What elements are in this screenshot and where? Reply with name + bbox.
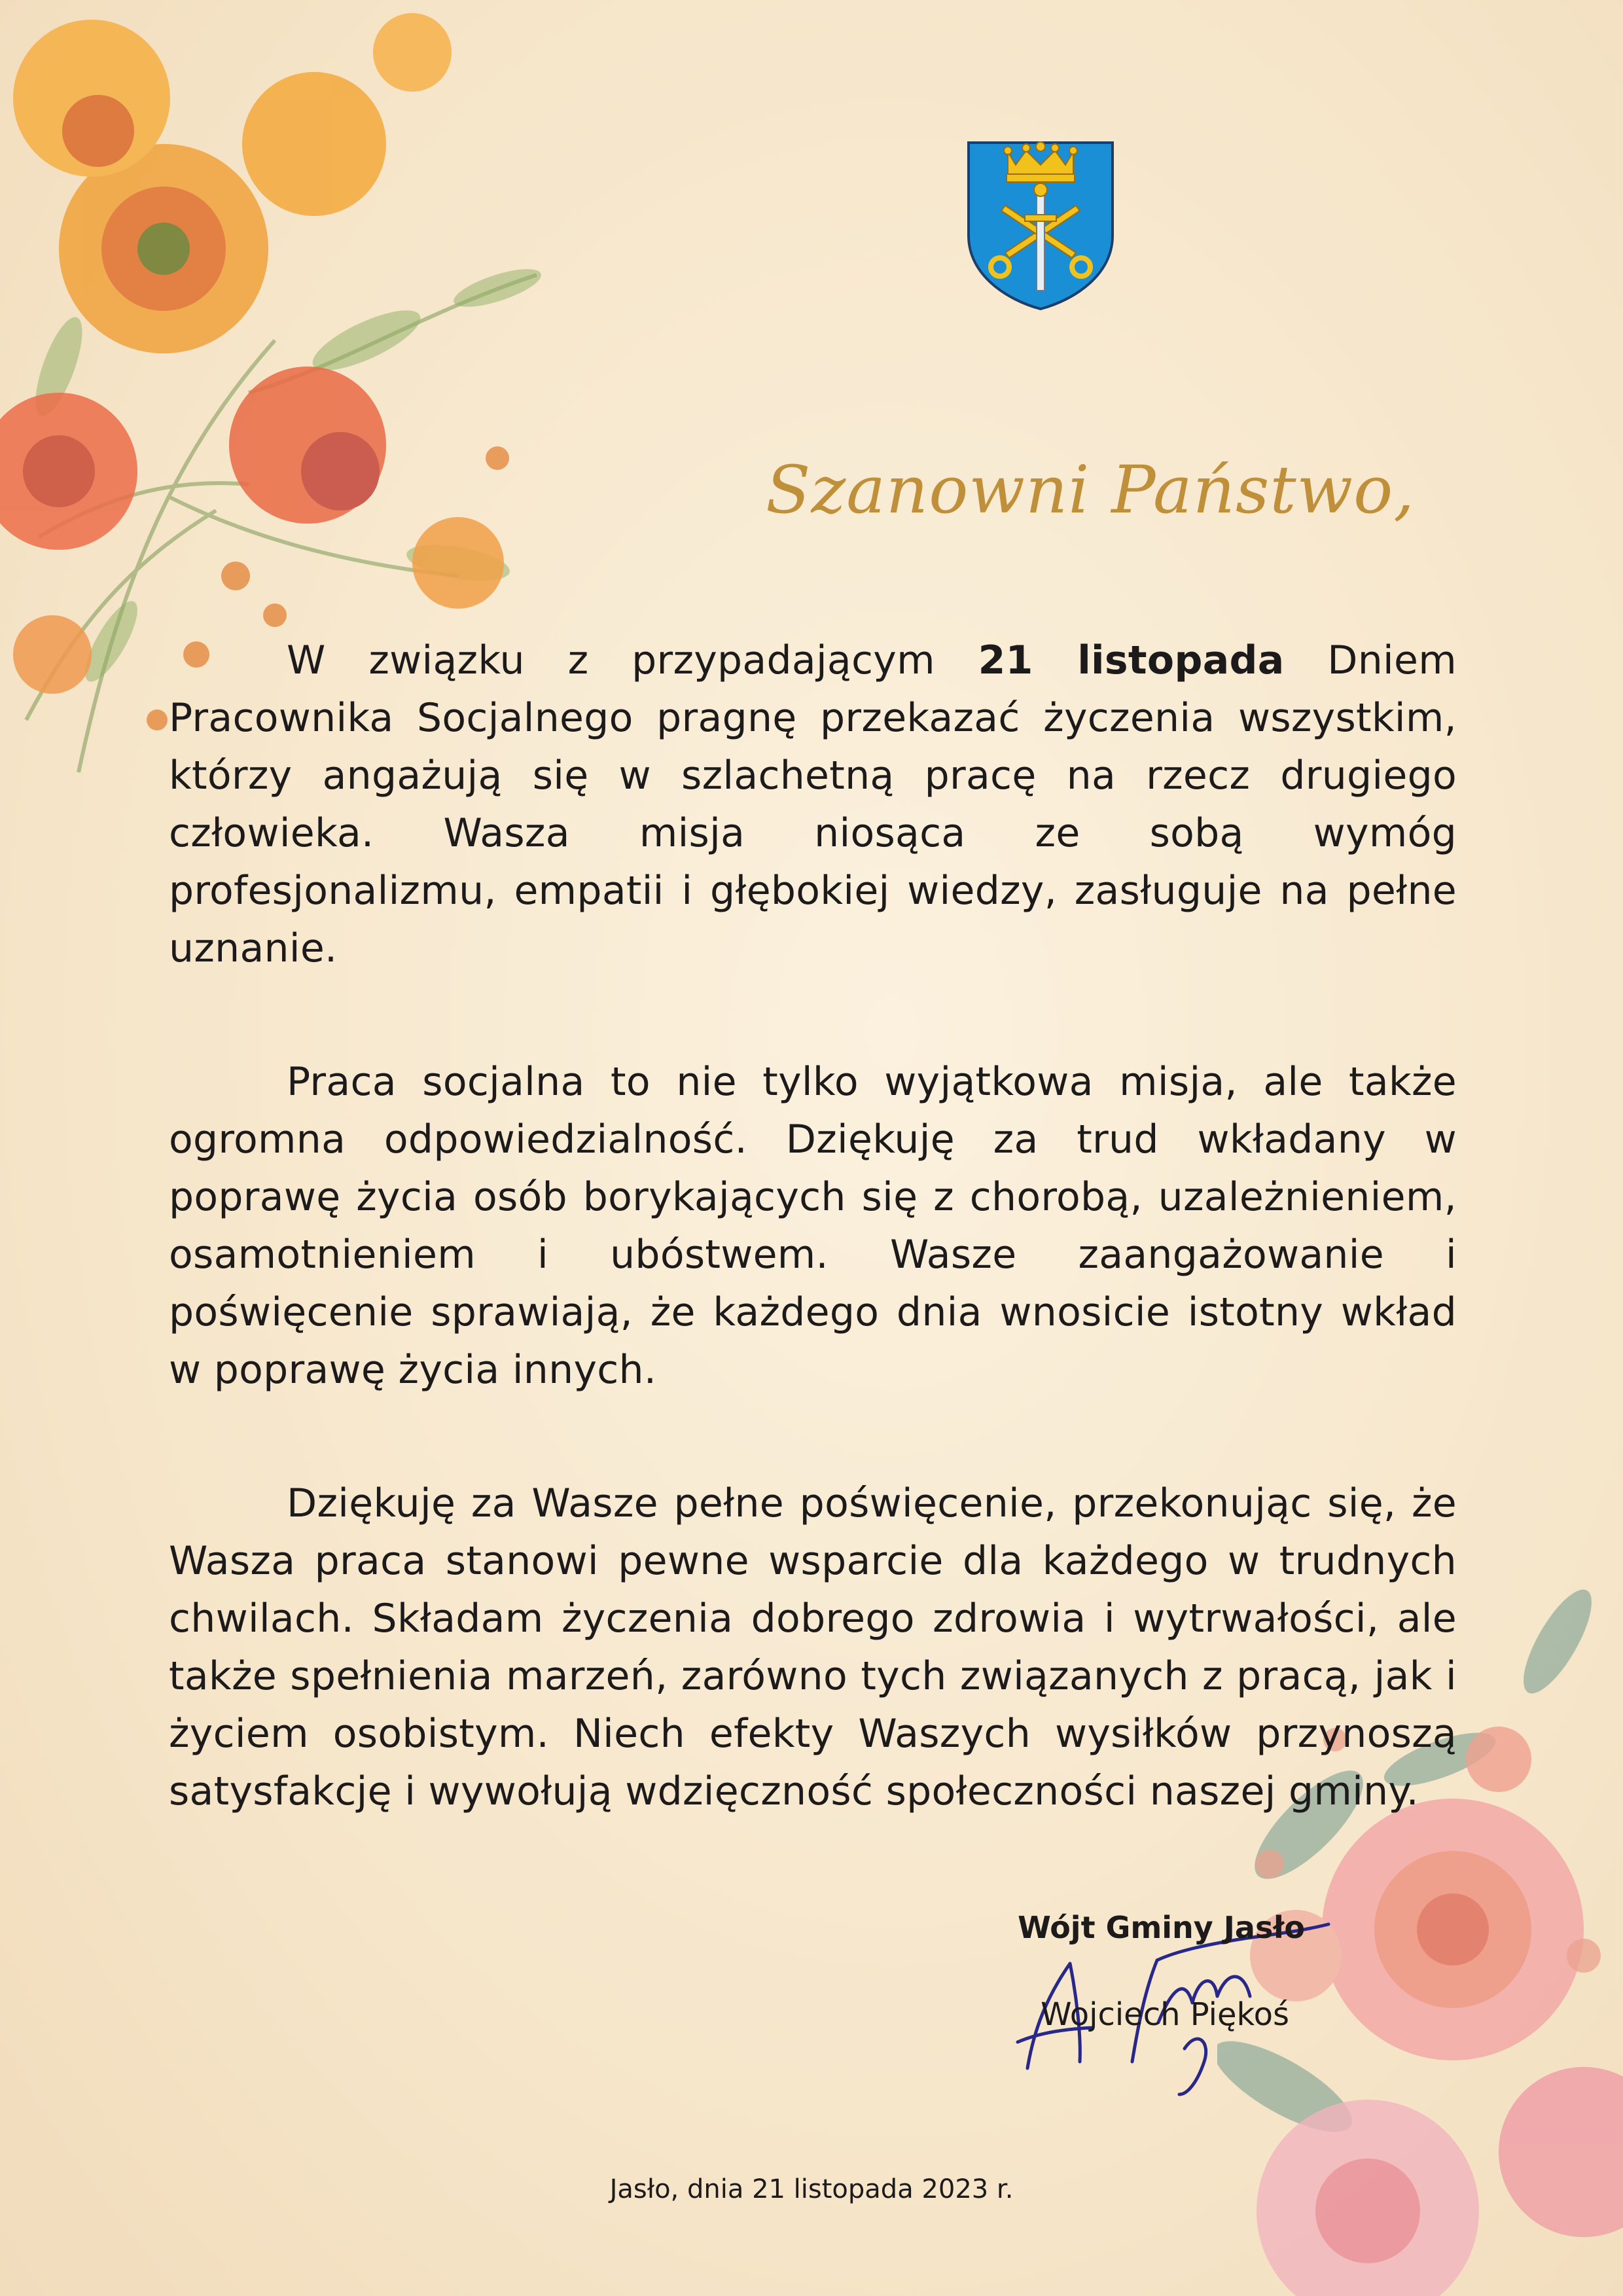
signature-title: Wójt Gminy Jasło bbox=[1018, 1910, 1305, 1945]
paragraph-1-start: W związku z przypadającym bbox=[287, 637, 978, 683]
coat-of-arms-icon bbox=[963, 137, 1118, 312]
date-place-line: Jasło, dnia 21 listopada 2023 r. bbox=[609, 2174, 1014, 2204]
letter-body bbox=[169, 632, 1457, 1896]
salutation: Szanowni Państwo, bbox=[766, 452, 1416, 528]
paragraph-1-end: Dniem Pracownika Socjalnego pragnę przekazać życzenia wszystkim, którzy angażują się w szlachetną pracę na rzecz drugiego człowieka. Wasza misja niosąca ze sobą wymóg profesjonalizmu, empatii i głębokiej wiedzy, zasługuje na pełne uznanie. bbox=[169, 637, 1457, 971]
paragraph-2: Praca socjalna to nie tylko wyjątkowa misja, ale także ogromna odpowiedzialność. Dziękuję za trud wkładany w poprawę życia osób borykających się z chorobą, uzależnieniem, osamotnieniem i ubóstwem. Wasze zaangażowanie i poświęcenie sprawiają, że każdego dnia wnosicie istotny wkład w poprawę życia innych. bbox=[169, 1059, 1457, 1393]
date-highlight: 21 listopada bbox=[978, 637, 1285, 683]
signature-block bbox=[936, 1898, 1355, 2108]
signature-name: Wojciech Piękoś bbox=[1041, 1996, 1289, 2033]
paragraph-3: Dziękuję za Wasze pełne poświęcenie, przekonując się, że Wasza praca stanowi pewne wsparcie dla każdego w trudnych chwilach. Składam życzenia dobrego zdrowia i wytrwałości, ale także spełnienia marzeń, zarówno tych związanych z pracą, jak i życiem osobistym. Niech efekty Waszych wysiłków przynoszą satysfakcję i wywołują wdzięczność społeczności naszej gminy. bbox=[169, 1480, 1457, 1814]
paragraph-1 bbox=[169, 632, 1457, 977]
